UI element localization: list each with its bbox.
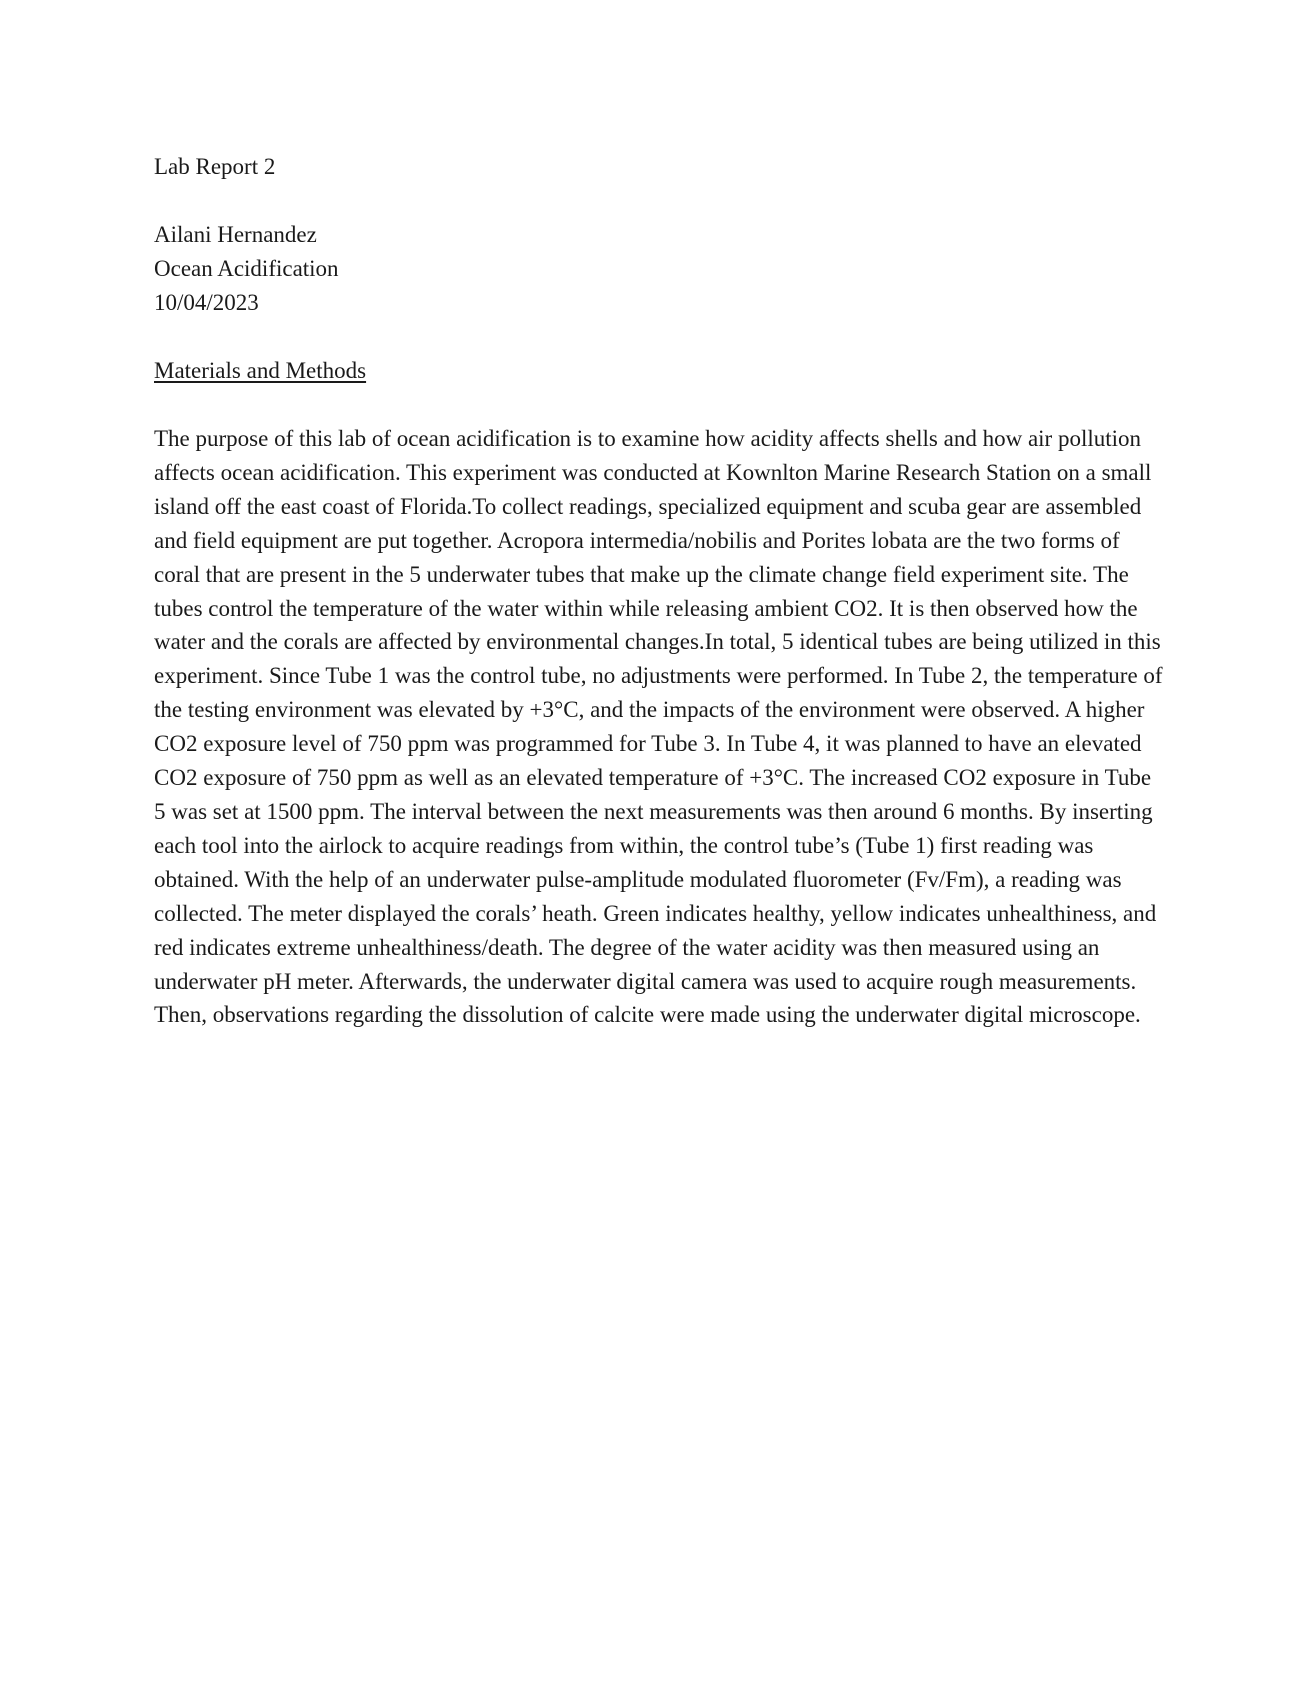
spacer <box>154 184 1164 218</box>
body-paragraph: The purpose of this lab of ocean acidification is to examine how acidity affects shells and how air pollution affects ocean acidification. This experiment was conducted at Kownlton Marine Research Station on a small island off the east coast of Florida.To collect readings, specialized equipment and scuba gear are assembled and field equipment are put together. Acropora intermedia/nobilis and Porites lobata are the two forms of coral that are present in the 5 underwater tubes that make up the climate change field experiment site. The tubes control the temperature of the water within while releasing ambient CO2. It is then observed how the water and the corals are affected by environmental changes.In total, 5 identical tubes are being utilized in this experiment. Since Tube 1 was the control tube, no adjustments were performed. In Tube 2, the temperature of the testing environment was elevated by +3°C, and the impacts of the environment were observed. A higher CO2 exposure level of 750 ppm was programmed for Tube 3. In Tube 4, it was planned to have an elevated CO2 exposure of 750 ppm as well as an elevated temperature of +3°C. The increased CO2 exposure in Tube 5 was set at 1500 ppm. The interval between the next measurements was then around 6 months. By inserting each tool into the airlock to acquire readings from within, the control tube’s (Tube 1) first reading was obtained. With the help of an underwater pulse-amplitude modulated fluorometer (Fv/Fm), a reading was collected. The meter displayed the corals’ heath. Green indicates healthy, yellow indicates unhealthiness, and red indicates extreme unhealthiness/death. The degree of the water acidity was then measured using an underwater pH meter. Afterwards, the underwater digital camera was used to acquire rough measurements. Then, observations regarding the dissolution of calcite were made using the underwater digital microscope. <box>154 426 1163 1028</box>
document-content <box>154 150 1164 1032</box>
report-date: 10/04/2023 <box>154 290 259 315</box>
author-name: Ailani Hernandez <box>154 222 317 247</box>
spacer <box>154 388 1164 422</box>
report-subject: Ocean Acidification <box>154 256 339 281</box>
report-title: Lab Report 2 <box>154 154 276 179</box>
spacer <box>154 320 1164 354</box>
section-heading: Materials and Methods <box>154 358 367 383</box>
